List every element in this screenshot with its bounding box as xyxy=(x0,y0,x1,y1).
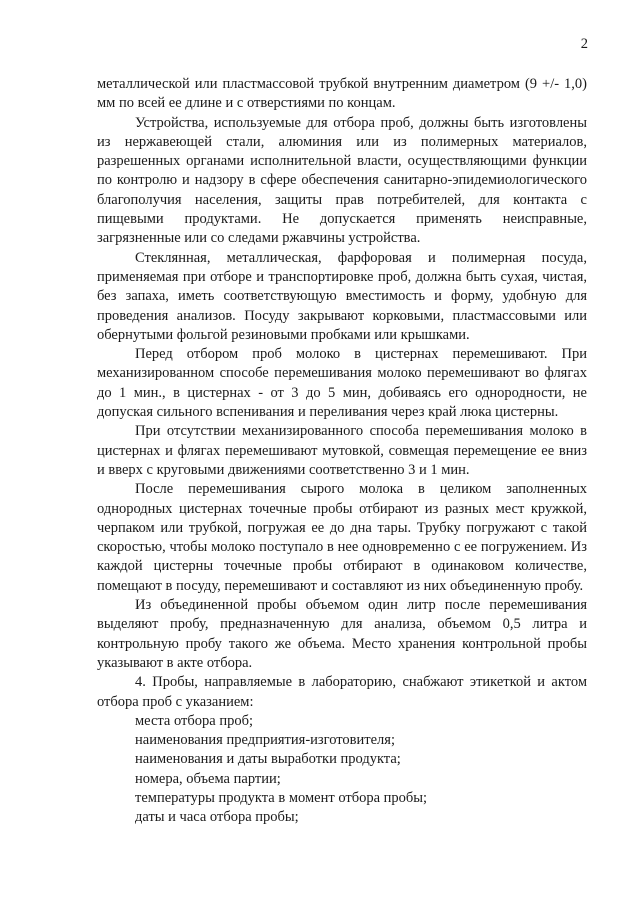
paragraph-sampling-devices: Устройства, используемые для отбора проб, должны быть изготовлены из нержавеющей стали, алюминия или из полимерных материалов, разрешенных органами исполнительной власти, осуществляющими функции по контролю и надзору в сфере обеспечения санитарно-эпидемиологического благополучия населения, защиты прав потребителей, для контакта с пищевыми продуктами. Не допускается применять неисправные, загрязненные или со следами ржавчины устройства. xyxy=(97,114,587,247)
paragraph-tube-diameter: металлической или пластмассовой трубкой внутренним диаметром (9 +/- 1,0) мм по всей ее длине и с отверстиями по концам. xyxy=(97,76,587,112)
label-requirements-list xyxy=(97,712,587,828)
list-item: даты и часа отбора пробы; xyxy=(135,809,299,826)
document-body xyxy=(97,75,587,828)
list-item: номера, объема партии; xyxy=(135,770,281,787)
paragraph-labeling: 4. Пробы, направляемые в лабораторию, снабжают этикеткой и актом отбора проб с указанием: xyxy=(97,674,587,710)
paragraph-mechanical-mixing: Перед отбором проб молоко в цистернах перемешивают. При механизированном способе перемешивания молоко перемешивают во флягах до 1 мин., в цистернах - от 3 до 5 мин, добиваясь его однородности, не допуская сильного вспенивания и переливания через край люка цистерны. xyxy=(97,346,587,421)
list-item: наименования и даты выработки продукта; xyxy=(135,751,401,768)
paragraph-spot-samples: После перемешивания сырого молока в целиком заполненных однородных цистернах точечные пробы отбирают из разных мест кружкой, черпаком или трубкой, погружая ее до дна тары. Трубку погружают с такой скоростью, чтобы молоко поступало в нее одновременно с ее погружением. Из каждой цистерны точечные пробы отбирают в одинаковом количестве, помещают в посуду, перемешивают и составляют из них объединенную пробу. xyxy=(97,481,587,594)
paragraph-manual-mixing: При отсутствии механизированного способа перемешивания молоко в цистернах и флягах перемешивают мутовкой, совмещая перемещение ее вниз и вверх с круговыми движениями соответственно 3 и 1 мин. xyxy=(97,423,587,478)
list-item: места отбора проб; xyxy=(135,712,253,729)
list-item: температуры продукта в момент отбора пробы; xyxy=(135,789,428,806)
paragraph-combined-sample: Из объединенной пробы объемом один литр после перемешивания выделяют пробу, предназначенную для анализа, объемом 0,5 литра и контрольную пробу такого же объема. Место хранения контрольной пробы указывают в акте отбора. xyxy=(97,597,587,671)
paragraph-sampling-dishes: Стеклянная, металлическая, фарфоровая и полимерная посуда, применяемая при отборе и транспортировке проб, должна быть сухая, чистая, без запаха, иметь соответствующую вместимость и форму, удобную для проведения анализов. Посуду закрывают корковыми, пластмассовыми или обернутыми фольгой резиновыми пробками или крышками. xyxy=(97,249,587,343)
page-number: 2 xyxy=(580,36,588,52)
list-item: наименования предприятия-изготовителя; xyxy=(135,732,395,749)
